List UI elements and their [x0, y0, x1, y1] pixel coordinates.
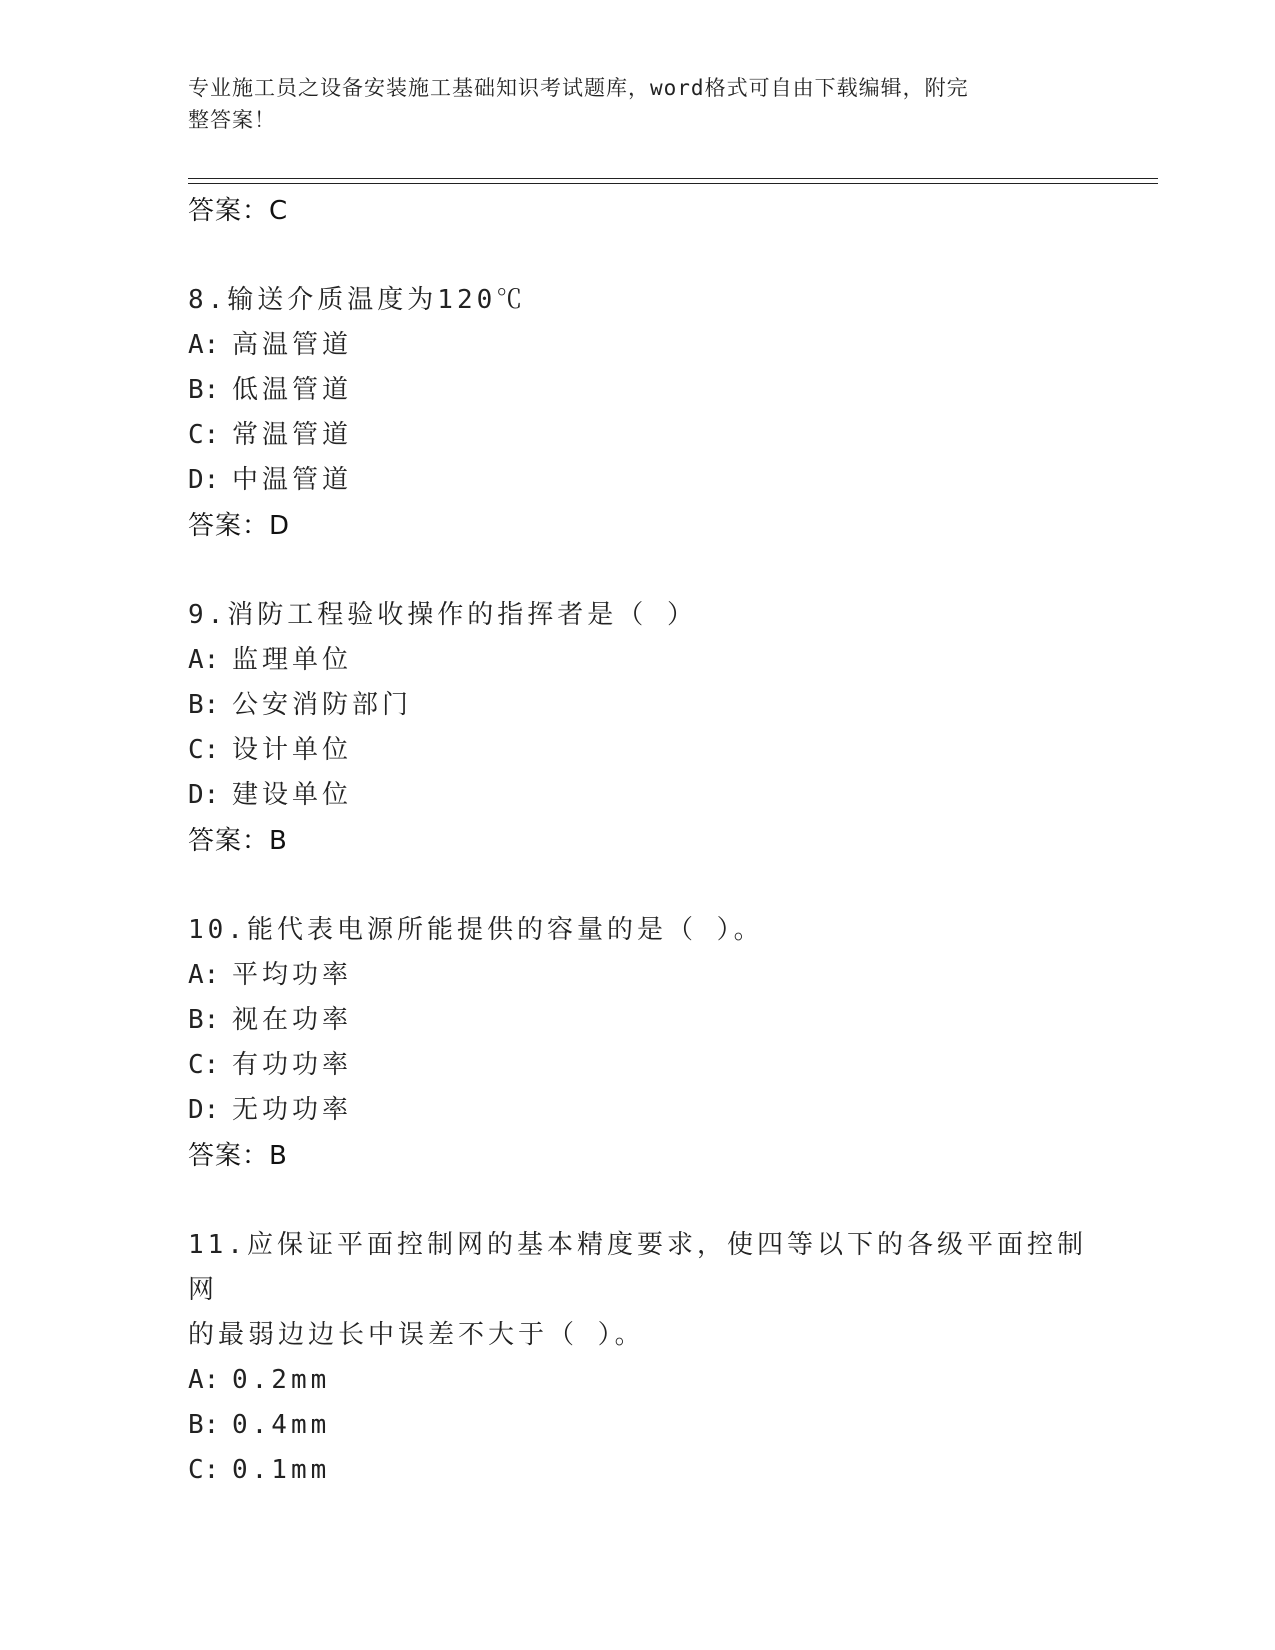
option-text: 平均功率 [232, 960, 353, 990]
option-text: 有功功率 [232, 1050, 353, 1080]
question-item [188, 1223, 1088, 1493]
option-c [188, 1448, 1088, 1493]
question-text: 10.能代表电源所能提供的容量的是（ ）。 [188, 915, 764, 945]
option-c [188, 728, 1088, 773]
option-d [188, 1088, 1088, 1133]
option-letter: A: [188, 1365, 220, 1395]
option-c [188, 413, 1088, 458]
option-text: 0.4mm [232, 1410, 331, 1440]
option-a [188, 953, 1088, 998]
option-text: 中温管道 [232, 465, 353, 495]
option-letter: C: [188, 1050, 220, 1080]
option-letter: C: [188, 735, 220, 765]
option-text: 常温管道 [232, 420, 353, 450]
answer-line: 答案：B [188, 826, 288, 856]
question-text-line-1: 11.应保证平面控制网的基本精度要求，使四等以下的各级平面控制网 [188, 1230, 1087, 1305]
answer-line: 答案：D [188, 511, 291, 541]
option-letter: D: [188, 465, 220, 495]
option-letter: A: [188, 645, 220, 675]
answer-line: 答案：C [188, 196, 289, 226]
option-text: 设计单位 [232, 735, 353, 765]
question-text: 8.输送介质温度为120℃ [188, 285, 527, 315]
option-b [188, 1403, 1088, 1448]
question-item [188, 908, 1088, 1179]
option-text: 公安消防部门 [232, 690, 413, 720]
option-letter: D: [188, 1095, 220, 1125]
option-letter: A: [188, 960, 220, 990]
option-text: 低温管道 [232, 375, 353, 405]
answer-line: 答案：B [188, 1141, 288, 1171]
header-divider-bottom [188, 183, 1158, 184]
option-d [188, 458, 1088, 503]
option-letter: B: [188, 375, 220, 405]
option-letter: B: [188, 1410, 220, 1440]
option-letter: C: [188, 1455, 220, 1485]
question-item [188, 593, 1088, 864]
option-text: 视在功率 [232, 1005, 353, 1035]
option-d [188, 773, 1088, 818]
option-letter: B: [188, 1005, 220, 1035]
document-header [188, 72, 1068, 136]
option-a [188, 323, 1088, 368]
option-c [188, 1043, 1088, 1088]
option-b [188, 998, 1088, 1043]
option-letter: A: [188, 330, 220, 360]
question-text: 9.消防工程验收操作的指挥者是（ ） [188, 600, 697, 630]
option-text: 无功功率 [232, 1095, 353, 1125]
header-line-1: 专业施工员之设备安装施工基础知识考试题库，word格式可自由下载编辑，附完 [188, 76, 969, 100]
option-a [188, 1358, 1088, 1403]
option-b [188, 368, 1088, 413]
option-text: 高温管道 [232, 330, 353, 360]
question-list [188, 188, 1088, 1493]
option-b [188, 683, 1088, 728]
option-letter: C: [188, 420, 220, 450]
option-text: 建设单位 [232, 780, 353, 810]
option-text: 0.2mm [232, 1365, 331, 1395]
option-text: 监理单位 [232, 645, 353, 675]
header-divider-top [188, 178, 1158, 179]
option-letter: D: [188, 780, 220, 810]
option-a [188, 638, 1088, 683]
header-line-2: 整答案！ [188, 108, 276, 132]
option-text: 0.1mm [232, 1455, 331, 1485]
question-text-line-2: 的最弱边边长中误差不大于（ ）。 [188, 1320, 645, 1350]
option-letter: B: [188, 690, 220, 720]
question-item [188, 278, 1088, 549]
